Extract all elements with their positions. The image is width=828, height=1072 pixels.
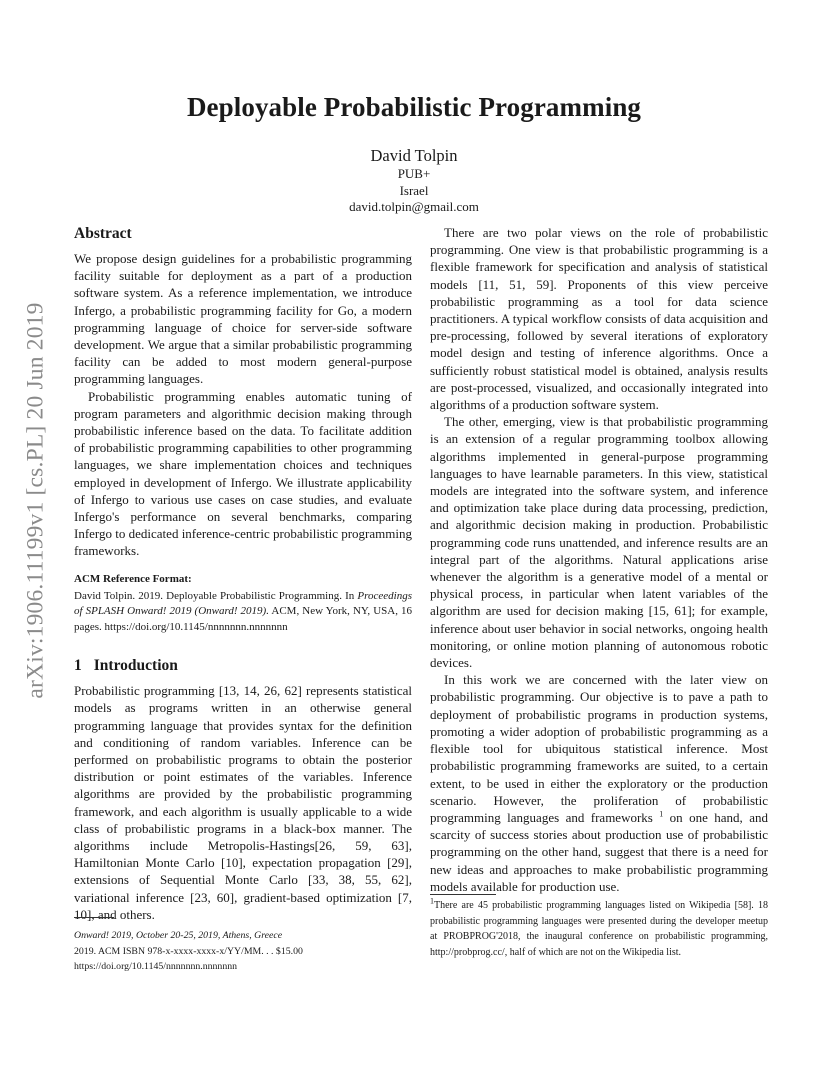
right-paragraph-3	[430, 671, 768, 895]
arxiv-stamp	[22, 262, 50, 738]
footer-rule	[74, 917, 114, 918]
right-paragraph-1: There are two polar views on the role of probabilistic programming. One view is that probabilistic programming is a flexible framework for specification and analysis of statistical models [11, 51, 59]. Proponents of this view perceive probabilistic programming as a tool for data science practitioners. A typical workflow consists of data acquisition and pre-processing, followed by several iterations of exploratory model design and testing of inference algorithms. Once a sufficiently robust statistical model is obtained, analysis results are post-processed, visualized, and occasionally integrated into algorithms of a production software system.	[430, 225, 768, 413]
footnote-rule	[430, 894, 496, 895]
abstract-paragraph-1: We propose design guidelines for a probabilistic programming facility suitable for deployment as a part of a production software system. As a reference implementation, we introduce Infergo, a probabilistic programming facility for Go, a modern programming language of choice for server-side software development. We argue that a similar probabilistic programming facility can be added to most modern general-purpose programming languages.	[74, 251, 412, 387]
author-org: PUB+	[397, 166, 431, 181]
intro-heading	[74, 656, 412, 676]
right-paragraph-2: The other, emerging, view is that probabilistic programming is an extension of a regular programming toolbox allowing algorithms implemented in general-purpose programming languages to have learnable parameters. In this view, statistical models are integrated into the software system, and inference and optimization take place during data processing, prediction, and algorithmic decision making in production. Probabilistic programming code runs unattended, and inference results are an integral part of the algorithms. Natural applications arise whenever the algorithm is a generative model of a mental or physical process, in particular when latent variables of the algorithm are used for decision making [15, 61]; for example, inference about user behavior in social networks, ongoing health monitoring, or online motion planning of autonomous robotic devices.	[430, 414, 768, 671]
copyright-block	[74, 928, 414, 975]
acm-reference-heading: ACM Reference Format:	[74, 572, 192, 585]
footer-doi: https://doi.org/10.1145/nnnnnnn.nnnnnnn	[74, 961, 238, 972]
left-column	[74, 224, 412, 923]
author-country: Israel	[399, 182, 429, 198]
intro-title: Introduction	[93, 657, 178, 675]
acm-reference-venue: Proceedings of SPLASH Onward! 2019 (Onward! 2019).	[74, 589, 412, 618]
author-block	[0, 146, 828, 216]
footnote	[430, 898, 768, 960]
footnote-number: 1	[430, 896, 434, 906]
intro-paragraph-1: Probabilistic programming [13, 14, 26, 62] represents statistical models as programs written in an otherwise general programming language that provides syntax for the definition and conditioning of random variables. Inference can be performed on probabilistic programs to obtain the posterior distribution or point estimates of the variables. Inference algorithms are provided by the probabilistic programming framework, and each algorithm is usually applicable to a wide class of probabilistic programs in a black-box manner. The algorithms include Metropolis-Hastings[26, 59, 63], Hamiltonian Monte Carlo [10], expectation propagation [29], extensions of Sequential Monte Carlo [33, 38, 55, 62], variational inference [23, 60], gradient-based optimization [7, 10], and others.	[74, 683, 412, 922]
footnote-marker: 1	[659, 809, 664, 819]
abstract-paragraph-2: Probabilistic programming enables automatic tuning of program parameters and algorithmic decision making through probabilistic inference based on the data. To facilitate addition of probabilistic programming capabilities to other programming languages, we share implementation choices and techniques employed in development of Infergo. We illustrate applicability of Infergo to various use cases on case studies, and evaluate Infergo's performance on several benchmarks, comparing Infergo to dedicated inference-centric probabilistic programming frameworks.	[74, 388, 412, 559]
paper-title: Deployable Probabilistic Programming	[186, 92, 642, 122]
intro-number: 1	[74, 657, 82, 675]
acm-reference-pre: David Tolpin. 2019. Deployable Probabilistic Programming. In	[74, 589, 358, 602]
right-paragraph-3b: on one hand, and scarcity of success stories about production use of probabilistic programming on the other hand, suggest that there is a need for new ideas and approaches to make probabilistic programming models available for production use.	[430, 809, 768, 894]
footer-isbn: 2019. ACM ISBN 978-x-xxxx-xxxx-x/YY/MM. . . $15.00	[74, 945, 303, 957]
author-name: David Tolpin	[370, 146, 458, 165]
arxiv-stamp-text: arXiv:1906.11199v1 [cs.PL] 20 Jun 2019	[22, 301, 49, 699]
acm-reference-post: ACM, New York, NY, USA, 16 pages. https://doi.org/10.1145/nnnnnnn.nnnnnnn	[74, 605, 412, 633]
abstract-heading: Abstract	[74, 225, 132, 242]
author-email: david.tolpin@gmail.com	[349, 199, 479, 214]
footer-venue: Onward! 2019, October 20-25, 2019, Athens, Greece	[74, 930, 283, 941]
right-paragraph-3a: In this work we are concerned with the later view on probabilistic programming. Our objective is to pave a path to deployment of probabilistic programs in production systems, promoting a wider adoption of probabilistic programming as a flexible tool for ubiquitous statistical inference. Most probabilistic programming frameworks are suited, to a certain extent, to be used in either the exploratory or the production scenario. However, the proliferation of probabilistic programming languages and frameworks	[430, 672, 768, 825]
right-column	[430, 224, 768, 895]
acm-reference-text	[74, 589, 412, 636]
footnote-text: There are 45 probabilistic programming languages listed on Wikipedia [58]. 18 probabilistic programming languages were presented during the developer meetup at PROBPROG'2018, the inaugural conference on probabilistic programming, http://probprog.cc/, half of which are not on the Wikipedia list.	[430, 900, 768, 958]
